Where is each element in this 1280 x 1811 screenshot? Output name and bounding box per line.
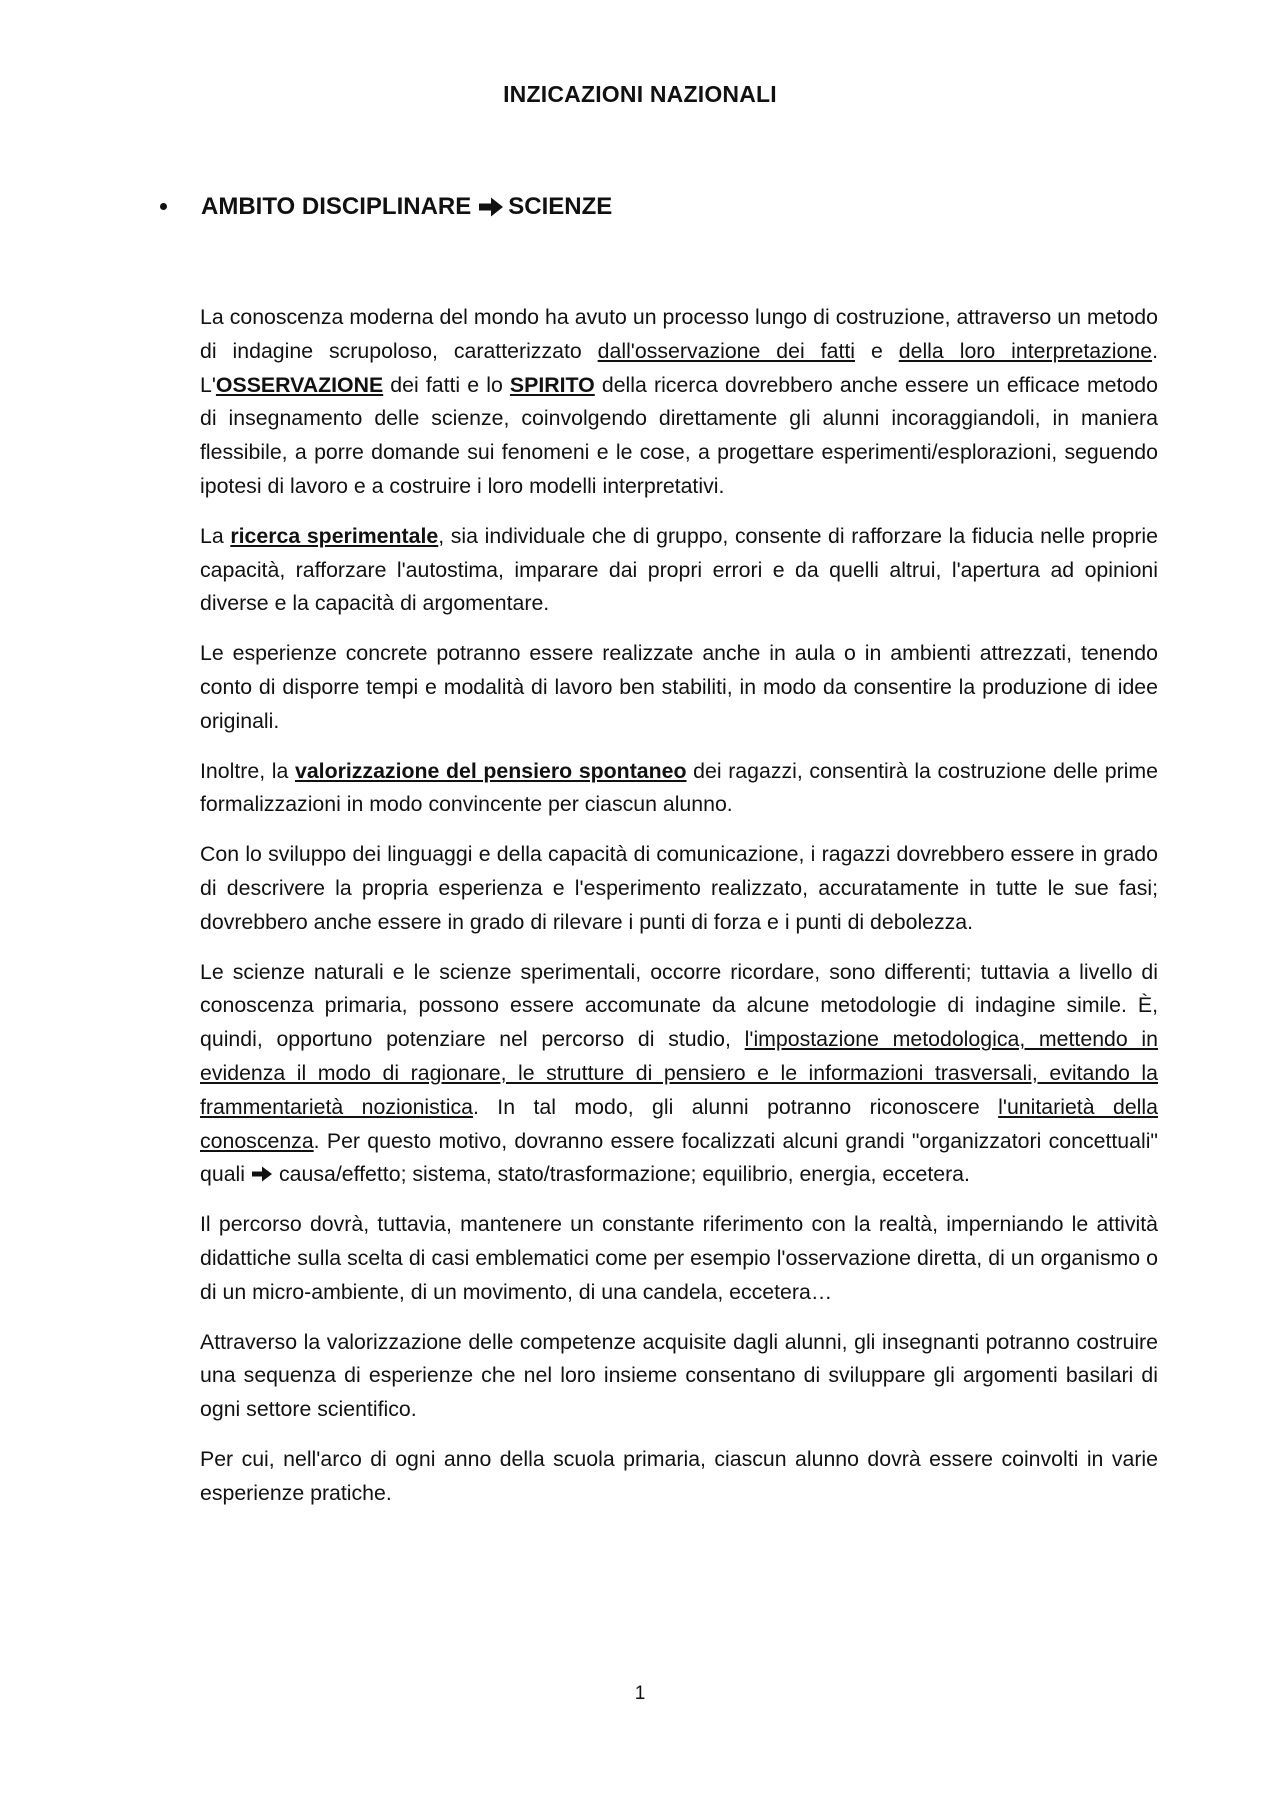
text-span: . Per questo motivo, dovranno essere focalizzati alcuni grandi "organizzatori concettuali" quali [200, 1128, 1158, 1187]
section-heading-left: AMBITO DISCIPLINARE [201, 193, 472, 220]
text-span: . In tal modo, gli alunni potranno riconoscere [472, 1094, 999, 1119]
text-span: causa/effetto; sistema, stato/trasformazione; equilibrio, energia, eccetera. [279, 1162, 970, 1187]
paragraph-4 [200, 755, 1158, 823]
text-span: , sia individuale che di gruppo, consente di rafforzare la fiducia nelle proprie capacità, rafforzare l'autostima, imparare dai propri errori e da quelli altrui, l'apertura ad opinioni diverse e la capacità di argomentare. [200, 523, 1158, 616]
arrow-right-icon [477, 195, 505, 219]
text-span: La [200, 523, 231, 548]
section-heading [160, 193, 612, 221]
paragraph-8: Attraverso la valorizzazione delle competenze acquisite dagli alunni, gli insegnanti potranno costruire una sequenza di esperienze che nel loro insieme consentano di sviluppare gli argomenti basilari di ogni settore scientifico. [200, 1329, 1158, 1422]
paragraph-3: Le esperienze concrete potranno essere realizzate anche in aula o in ambienti attrezzati, tenendo conto di disporre tempi e modalità di lavoro ben stabiliti, in modo da consentire la produzione di idee originali. [200, 641, 1158, 733]
underlined-text: dall'osservazione dei fatti [597, 338, 856, 363]
paragraph-6 [200, 956, 1158, 1193]
page-number: 1 [634, 1683, 646, 1704]
text-span: Inoltre, la [200, 758, 295, 783]
underlined-text: l'impostazione metodologica, mettendo in evidenza il modo di ragionare, le strutture di pensiero e le informazioni trasversali, evitando la frammentarietà nozionistica [200, 1027, 1159, 1119]
bold-underlined-text: OSSERVAZIONE [215, 372, 384, 397]
bold-underlined-text: ricerca sperimentale [230, 523, 439, 548]
text-span: e [855, 338, 899, 363]
text-span: Le scienze naturali e le scienze sperimentali, occorre ricordare, sono differenti; tuttavia a livello di conoscenza primaria, possono essere accomunate da alcune metodologie di indagine simile. È, quindi, opportuno potenziare nel percorso di studio, [200, 959, 1158, 1052]
arrow-right-icon [251, 1165, 273, 1183]
paragraph-7: Il percorso dovrà, tuttavia, mantenere un constante riferimento con la realtà, imperniando le attività didattiche sulla scelta di casi emblematici come per esempio l'osservazione diretta, di un organismo o di un micro-ambiente, di un movimento, di una candela, eccetera… [200, 1212, 1158, 1304]
bold-underlined-text: valorizzazione del pensiero spontaneo [294, 758, 687, 783]
text-span: La conoscenza moderna del mondo ha avuto un processo lungo di costruzione, attraverso un metodo di indagine scrupoloso, caratterizzato [200, 305, 1158, 363]
section-heading-right: SCIENZE [508, 193, 613, 220]
underlined-text: l'unitarietà della conoscenza [200, 1094, 1158, 1153]
paragraph-5: Con lo sviluppo dei linguaggi e della capacità di comunicazione, i ragazzi dovrebbero essere in grado di descrivere la propria esperienza e l'esperimento realizzato, accuratamente in tutte le sue fasi; dovrebbero anche essere in grado di rilevare i punti di forza e i punti di debolezza. [200, 842, 1158, 934]
text-span: della ricerca dovrebbero anche essere un efficace metodo di insegnamento delle scienze, coinvolgendo direttamente gli alunni incoraggiandoli, in maniera flessibile, a porre domande sui fenomeni e le cose, a progettare esperimenti/esplorazioni, seguendo ipotesi di lavoro e a costruire i loro modelli interpretativi. [200, 372, 1158, 498]
document-body [200, 301, 1158, 1527]
bold-underlined-text: SPIRITO [509, 372, 595, 397]
underlined-text: della loro interpretazione [898, 338, 1153, 363]
bullet-icon [160, 203, 167, 210]
text-span: dei fatti e lo [383, 372, 510, 397]
text-span: dei ragazzi, consentirà la costruzione delle prime formalizzazioni in modo convincente per ciascun alunno. [200, 758, 1158, 817]
paragraph-9: Per cui, nell'arco di ogni anno della scuola primaria, ciascun alunno dovrà essere coinvolti in varie esperienze pratiche. [200, 1446, 1158, 1505]
document-title: INZICAZIONI NAZIONALI [503, 81, 777, 107]
text-span: . L' [200, 338, 1158, 397]
paragraph-2 [200, 520, 1158, 621]
paragraph-1 [200, 301, 1158, 504]
